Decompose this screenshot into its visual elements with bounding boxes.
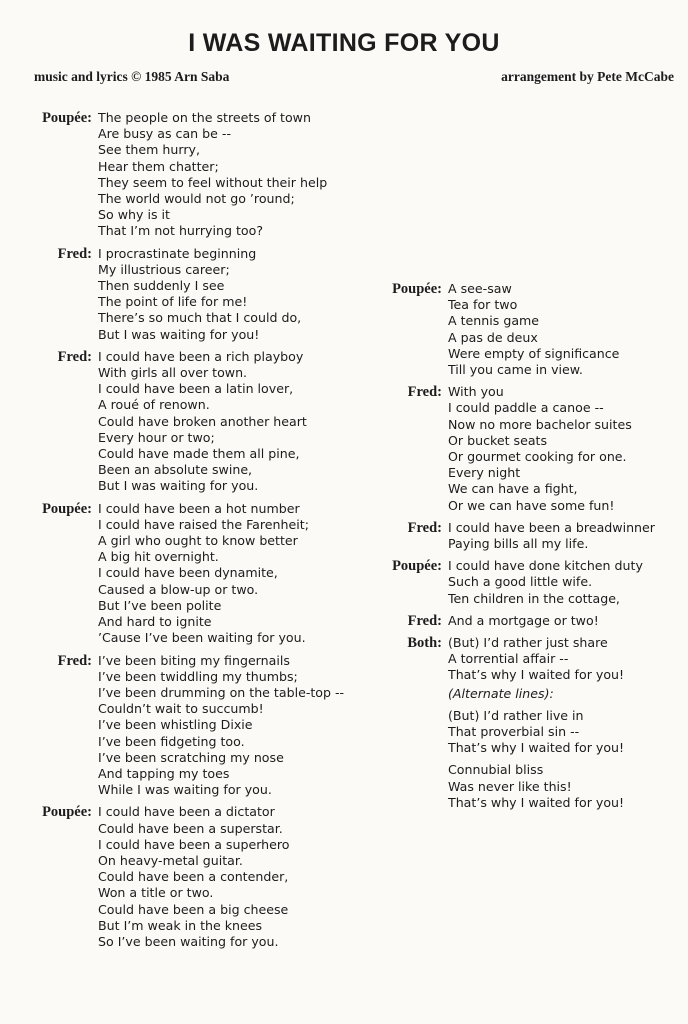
lyric-line: That I’m not hurrying too? xyxy=(98,223,264,239)
stanza xyxy=(0,349,340,495)
stanza-lines xyxy=(98,501,340,647)
lyric-line: Could have been a contender, xyxy=(98,869,289,885)
speaker-label: Poupée: xyxy=(392,281,442,297)
lyric-line: A see-saw xyxy=(448,281,512,296)
lyric-line: Hear them chatter; xyxy=(98,158,219,174)
lyric-line: (But) I’d rather live in xyxy=(448,707,584,723)
lyric-line: Ten children in the cottage, xyxy=(448,590,620,606)
lyric-line: I could have been a latin lover, xyxy=(98,381,294,397)
lyric-line: But I was waiting for you! xyxy=(98,326,260,342)
lyric-line: That’s why I waited for you! xyxy=(448,794,625,810)
lyric-line: With girls all over town. xyxy=(98,365,248,381)
lyric-line: So I’ve been waiting for you. xyxy=(98,933,279,949)
lyric-line: The world would not go ’round; xyxy=(98,191,295,207)
speaker-label: Fred: xyxy=(407,612,442,629)
lyric-line: And a mortgage or two! xyxy=(448,612,599,628)
lyric-line: See them hurry, xyxy=(98,142,200,158)
stanza xyxy=(0,501,340,647)
stanza xyxy=(350,613,688,629)
lyric-line: A roué of renown. xyxy=(98,397,210,413)
lyric-line: That’s why I waited for you! xyxy=(448,667,625,683)
lyric-line: Was never like this! xyxy=(448,778,572,794)
lyric-line: Caused a blow-up or two. xyxy=(98,581,259,597)
stanza xyxy=(0,110,340,240)
lyric-line: Every night xyxy=(448,465,521,481)
alternate-lines-note: (Alternate lines): xyxy=(448,685,554,701)
speaker-label: Fred: xyxy=(57,652,92,669)
lyric-line: I procrastinate beginning xyxy=(98,245,257,261)
lyric-line: I’ve been scratching my nose xyxy=(98,749,284,765)
speaker-label: Fred: xyxy=(407,519,442,536)
lyric-line: I could have been a superhero xyxy=(98,836,290,852)
lyric-line: We can have a fight, xyxy=(448,481,578,497)
stanza xyxy=(0,652,345,799)
stanza-lines xyxy=(448,281,688,378)
lyric-line: Every hour or two; xyxy=(98,429,215,445)
stanza xyxy=(350,384,688,514)
lyric-line: I’ve been biting my fingernails xyxy=(98,652,290,668)
lyric-line: The people on the streets of town xyxy=(98,110,311,125)
lyric-line: Connubial bliss xyxy=(448,762,544,778)
speaker-label: Poupée: xyxy=(42,804,92,821)
lyrics-left-column xyxy=(0,110,345,956)
lyric-line: I’ve been drumming on the table-top -- xyxy=(98,684,345,700)
stanza xyxy=(0,804,340,950)
speaker-label: Both: xyxy=(407,635,442,652)
stanza-lines xyxy=(98,110,340,240)
lyric-line: So why is it xyxy=(98,207,170,223)
lyric-line: But I’m weak in the knees xyxy=(98,917,263,933)
alternate-stanza xyxy=(448,708,688,757)
lyric-line: Could have made them all pine, xyxy=(98,446,300,462)
lyric-line: Or we can have some fun! xyxy=(448,497,615,513)
lyric-line: But I’ve been polite xyxy=(98,597,222,613)
lyric-line: Are busy as can be -- xyxy=(98,126,232,142)
lyrics-credit: music and lyrics © 1985 Arn Saba xyxy=(34,69,230,84)
lyric-line: Could have been a superstar. xyxy=(98,820,283,836)
lyric-line: Or bucket seats xyxy=(448,432,548,448)
lyric-line: The point of life for me! xyxy=(98,294,248,310)
lyric-line: And hard to ignite xyxy=(98,614,212,630)
stanza xyxy=(350,520,688,552)
lyric-line: A pas de deux xyxy=(448,329,538,345)
lyric-line: Such a good little wife. xyxy=(448,574,593,590)
lyric-line: Been an absolute swine, xyxy=(98,462,253,478)
stanza xyxy=(350,635,688,702)
lyric-line: Could have broken another heart xyxy=(98,413,307,429)
lyric-line: Tea for two xyxy=(448,297,518,313)
lyric-line: I could have been a rich playboy xyxy=(98,348,304,364)
stanza-lines xyxy=(448,613,688,629)
lyrics-right-column xyxy=(350,281,688,817)
stanza xyxy=(350,558,688,607)
lyric-line: A torrential affair -- xyxy=(448,651,569,667)
speaker-label: Fred: xyxy=(57,348,92,365)
lyric-line: ’Cause I’ve been waiting for you. xyxy=(98,630,306,646)
stanza-lines xyxy=(98,246,340,343)
lyric-line: Then suddenly I see xyxy=(98,278,225,294)
speaker-label: Poupée: xyxy=(42,110,92,126)
stanza-lines xyxy=(98,349,340,495)
lyric-line: I’ve been fidgeting too. xyxy=(98,733,245,749)
lyric-line: A girl who ought to know better xyxy=(98,533,298,549)
lyric-line: I could have been a breadwinner xyxy=(448,519,655,535)
stanza-lines xyxy=(448,520,688,552)
stanza xyxy=(0,246,340,343)
lyric-line: I could paddle a canoe -- xyxy=(448,400,604,416)
lyric-line: That’s why I waited for you! xyxy=(448,740,625,756)
speaker-label: Fred: xyxy=(57,245,92,262)
alternate-stanza xyxy=(448,762,688,811)
lyric-line: There’s so much that I could do, xyxy=(98,310,302,326)
speaker-label: Poupée: xyxy=(42,500,92,517)
stanza-lines xyxy=(448,635,688,702)
lyric-line: Could have been a big cheese xyxy=(98,901,289,917)
lyric-line: But I was waiting for you. xyxy=(98,478,259,494)
lyric-line: And tapping my toes xyxy=(98,765,230,781)
lyric-line: I could have been a hot number xyxy=(98,500,300,516)
lyric-line: A big hit overnight. xyxy=(98,549,219,565)
lyric-line: I’ve been whistling Dixie xyxy=(98,717,253,733)
lyric-line: Or gourmet cooking for one. xyxy=(448,449,627,465)
song-title: I WAS WAITING FOR YOU xyxy=(188,29,500,57)
lyric-line: I could have done kitchen duty xyxy=(448,558,643,574)
lyric-line: I could have raised the Farenheit; xyxy=(98,516,309,532)
lyric-line: Now no more bachelor suites xyxy=(448,416,632,432)
arrangement-credit: arrangement by Pete McCabe xyxy=(501,69,674,84)
lyric-line: Were empty of significance xyxy=(448,345,620,361)
lyric-line: Couldn’t wait to succumb! xyxy=(98,701,264,717)
lyric-line: I could have been dynamite, xyxy=(98,565,278,581)
lyric-line: With you xyxy=(448,384,504,400)
lyric-line: While I was waiting for you. xyxy=(98,782,272,798)
lyric-line: Till you came in view. xyxy=(448,362,583,378)
lyric-line: A tennis game xyxy=(448,313,540,329)
stanza-lines xyxy=(98,652,345,799)
lyric-line: Paying bills all my life. xyxy=(448,536,589,552)
stanza-lines xyxy=(98,804,340,950)
lyric-line: (But) I’d rather just share xyxy=(448,635,608,651)
lyric-line: I could have been a dictator xyxy=(98,804,275,820)
lyric-line: Won a title or two. xyxy=(98,885,214,901)
stanza xyxy=(350,281,688,378)
speaker-label: Fred: xyxy=(407,384,442,401)
stanza-lines xyxy=(448,384,688,514)
lyric-line: They seem to feel without their help xyxy=(98,174,328,190)
lyric-line: On heavy-metal guitar. xyxy=(98,852,243,868)
speaker-label: Poupée: xyxy=(392,558,442,575)
lyric-line: That proverbial sin -- xyxy=(448,724,580,740)
lyric-line: My illustrious career; xyxy=(98,261,230,277)
lyric-line: I’ve been twiddling my thumbs; xyxy=(98,668,298,684)
stanza-lines xyxy=(448,558,688,607)
